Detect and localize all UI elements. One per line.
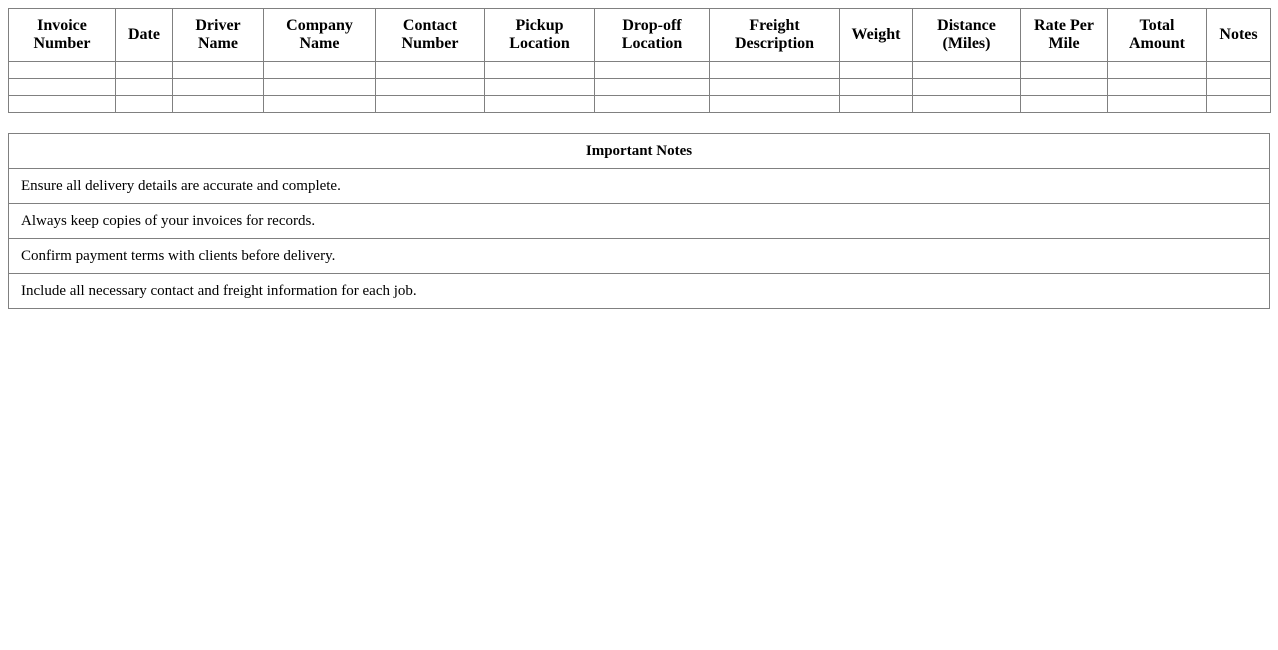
table-cell[interactable] (1207, 62, 1271, 79)
table-cell[interactable] (485, 62, 595, 79)
table-cell[interactable] (9, 79, 116, 96)
table-cell[interactable] (9, 62, 116, 79)
note-item: Confirm payment terms with clients before delivery. (9, 239, 1270, 274)
note-row (9, 274, 1270, 309)
note-item: Ensure all delivery details are accurate and complete. (9, 169, 1270, 204)
table-cell[interactable] (913, 79, 1021, 96)
header-dropoff-location: Drop-off Location (595, 9, 710, 62)
important-notes-table (8, 133, 1270, 309)
table-cell[interactable] (1021, 96, 1108, 113)
table-cell[interactable] (264, 96, 376, 113)
table-cell[interactable] (595, 62, 710, 79)
table-cell[interactable] (9, 96, 116, 113)
header-notes: Notes (1207, 9, 1271, 62)
table-cell[interactable] (173, 62, 264, 79)
header-invoice-number: Invoice Number (9, 9, 116, 62)
table-row (9, 79, 1271, 96)
note-item: Always keep copies of your invoices for records. (9, 204, 1270, 239)
table-cell[interactable] (485, 79, 595, 96)
table-cell[interactable] (840, 79, 913, 96)
table-cell[interactable] (1108, 62, 1207, 79)
table-cell[interactable] (376, 62, 485, 79)
table-cell[interactable] (173, 79, 264, 96)
table-cell[interactable] (840, 62, 913, 79)
table-cell[interactable] (1021, 79, 1108, 96)
table-cell[interactable] (1207, 96, 1271, 113)
table-cell[interactable] (376, 96, 485, 113)
table-cell[interactable] (710, 96, 840, 113)
table-cell[interactable] (116, 62, 173, 79)
table-cell[interactable] (595, 79, 710, 96)
header-total-amount: Total Amount (1108, 9, 1207, 62)
note-row (9, 169, 1270, 204)
header-driver-name: Driver Name (173, 9, 264, 62)
header-distance: Distance (Miles) (913, 9, 1021, 62)
note-row (9, 204, 1270, 239)
invoice-header-row (9, 9, 1271, 62)
table-cell[interactable] (264, 62, 376, 79)
table-cell[interactable] (1108, 96, 1207, 113)
table-cell[interactable] (710, 62, 840, 79)
table-cell[interactable] (710, 79, 840, 96)
header-company-name: Company Name (264, 9, 376, 62)
table-cell[interactable] (840, 96, 913, 113)
notes-header-row (9, 134, 1270, 169)
invoice-table-body (9, 62, 1271, 113)
header-freight-description: Freight Description (710, 9, 840, 62)
table-row (9, 96, 1271, 113)
table-cell[interactable] (595, 96, 710, 113)
table-cell[interactable] (1207, 79, 1271, 96)
header-pickup-location: Pickup Location (485, 9, 595, 62)
table-cell[interactable] (913, 62, 1021, 79)
invoice-table (8, 8, 1271, 113)
table-cell[interactable] (1021, 62, 1108, 79)
page (8, 8, 1270, 309)
header-weight: Weight (840, 9, 913, 62)
notes-title: Important Notes (9, 134, 1270, 169)
table-cell[interactable] (264, 79, 376, 96)
table-row (9, 62, 1271, 79)
header-date: Date (116, 9, 173, 62)
note-item: Include all necessary contact and freight information for each job. (9, 274, 1270, 309)
table-cell[interactable] (116, 79, 173, 96)
table-cell[interactable] (116, 96, 173, 113)
note-row (9, 239, 1270, 274)
table-cell[interactable] (485, 96, 595, 113)
table-cell[interactable] (1108, 79, 1207, 96)
header-contact-number: Contact Number (376, 9, 485, 62)
table-cell[interactable] (376, 79, 485, 96)
table-cell[interactable] (173, 96, 264, 113)
table-cell[interactable] (913, 96, 1021, 113)
header-rate-per-mile: Rate Per Mile (1021, 9, 1108, 62)
